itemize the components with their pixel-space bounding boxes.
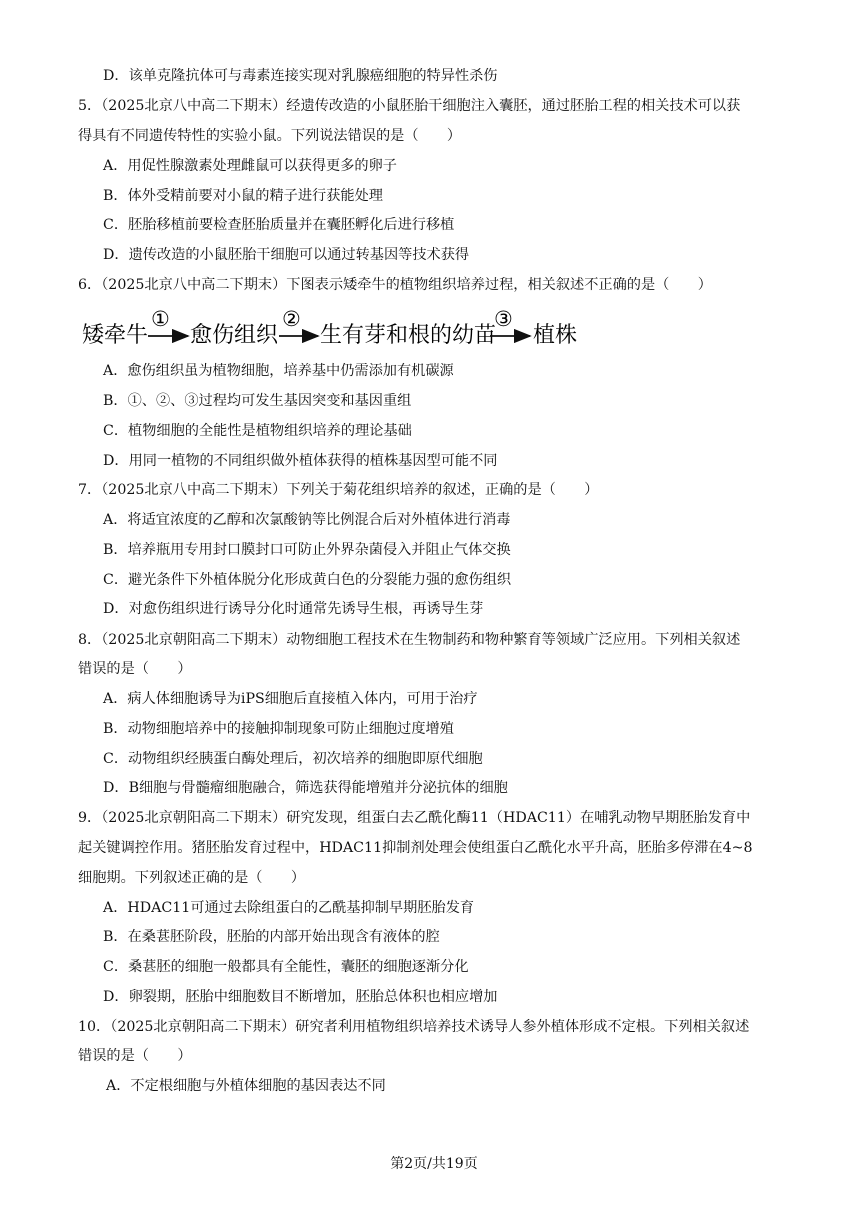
q5-option-b: B．体外受精前要对小鼠的精子进行获能处理 [103,188,383,204]
q4-option-d: D．该单克隆抗体可与毒素连接实现对乳腺癌细胞的特异性杀伤 [103,68,498,84]
q7-stem-line1: 7．（2025北京八中高二下期末）下列关于菊花组织培养的叙述，正确的是（ ） [78,482,599,498]
q8-option-c: C．动物组织经胰蛋白酶处理后，初次培养的细胞即原代细胞 [103,751,483,767]
diagram-node-petunia: 矮牵牛 [82,323,149,348]
q7-option-b: B．培养瓶用专用封口膜封口可防止外界杂菌侵入并阻止气体交换 [103,542,511,558]
q5-option-c: C．胚胎移植前要检查胚胎质量并在囊胚孵化后进行移植 [103,217,455,233]
q9-stem-line2: 起关键调控作用。猪胚胎发育过程中，HDAC11抑制剂处理会使组蛋白乙酰化水平升高，胚胎多停滞在4~8 [78,840,753,856]
q6-option-b: B．①、②、③过程均可发生基因突变和基因重组 [103,393,412,409]
q8-option-d: D．B细胞与骨髓瘤细胞融合，筛选获得能增殖并分泌抗体的细胞 [103,780,508,796]
q9-option-d: D．卵裂期，胚胎中细胞数目不断增加，胚胎总体积也相应增加 [103,989,498,1005]
page-number-footer: 第2页/共19页 [390,1156,478,1172]
q9-option-b: B．在桑葚胚阶段，胚胎的内部开始出现含有液体的腔 [103,929,440,945]
q6-stem-line1: 6．（2025北京八中高二下期末）下图表示矮牵牛的植物组织培养过程，相关叙述不正确的是（ ） [78,277,712,293]
q8-stem-line1: 8．（2025北京朝阳高二下期末）动物细胞工程技术在生物制药和物种繁育等领域广泛应用。下列相关叙述 [78,632,741,648]
q7-option-a: A．将适宜浓度的乙醇和次氯酸钠等比例混合后对外植体进行消毒 [103,512,511,528]
q6-option-a: A．愈伤组织虽为植物细胞，培养基中仍需添加有机碳源 [103,363,454,379]
tissue-culture-flow-diagram [78,304,638,354]
q8-option-a: A．病人体细胞诱导为iPS细胞后直接植入体内，可用于治疗 [103,691,478,707]
q7-option-c: C．避光条件下外植体脱分化形成黄白色的分裂能力强的愈伤组织 [103,572,512,588]
q8-option-b: B．动物细胞培养中的接触抑制现象可防止细胞过度增殖 [103,721,454,737]
q7-option-d: D．对愈伤组织进行诱导分化时通常先诱导生根，再诱导生芽 [103,601,484,617]
diagram-step-2: ② [282,307,301,331]
q9-option-c: C．桑葚胚的细胞一般都具有全能性，囊胚的细胞逐渐分化 [103,959,469,975]
q10-option-a: A．不定根细胞与外植体细胞的基因表达不同 [106,1078,386,1094]
q5-option-d: D．遗传改造的小鼠胚胎干细胞可以通过转基因等技术获得 [103,247,470,263]
q10-stem-line2: 错误的是（ ） [78,1048,192,1064]
q9-stem-line3: 细胞期。下列叙述正确的是（ ） [78,870,306,886]
diagram-step-3: ③ [494,307,513,331]
q5-stem-line2: 得具有不同遗传特性的实验小鼠。下列说法错误的是（ ） [78,128,462,144]
q6-option-d: D．用同一植物的不同组织做外植体获得的植株基因型可能不同 [103,453,498,469]
diagram-node-seedling: 生有芽和根的幼苗 [320,323,497,348]
diagram-node-callus: 愈伤组织 [190,323,279,348]
q6-option-c: C．植物细胞的全能性是植物组织培养的理论基础 [103,423,412,439]
q8-stem-line2: 错误的是（ ） [78,661,192,677]
diagram-node-plant: 植株 [533,323,578,348]
q5-stem-line1: 5．（2025北京八中高二下期末）经遗传改造的小鼠胚胎干细胞注入囊胚，通过胚胎工程的相关技术可以获 [78,98,741,114]
q9-option-a: A．HDAC11可通过去除组蛋白的乙酰基抑制早期胚胎发育 [103,900,475,916]
diagram-step-1: ① [151,307,170,331]
q5-option-a: A．用促性腺激素处理雌鼠可以获得更多的卵子 [103,158,397,174]
q9-stem-line1: 9．（2025北京朝阳高二下期末）研究发现，组蛋白去乙酰化酶11（HDAC11）在哺乳动物早期胚胎发育中 [78,810,751,826]
q10-stem-line1: 10．（2025北京朝阳高二下期末）研究者利用植物组织培养技术诱导人参外植体形成不定根。下列相关叙述 [78,1019,750,1035]
